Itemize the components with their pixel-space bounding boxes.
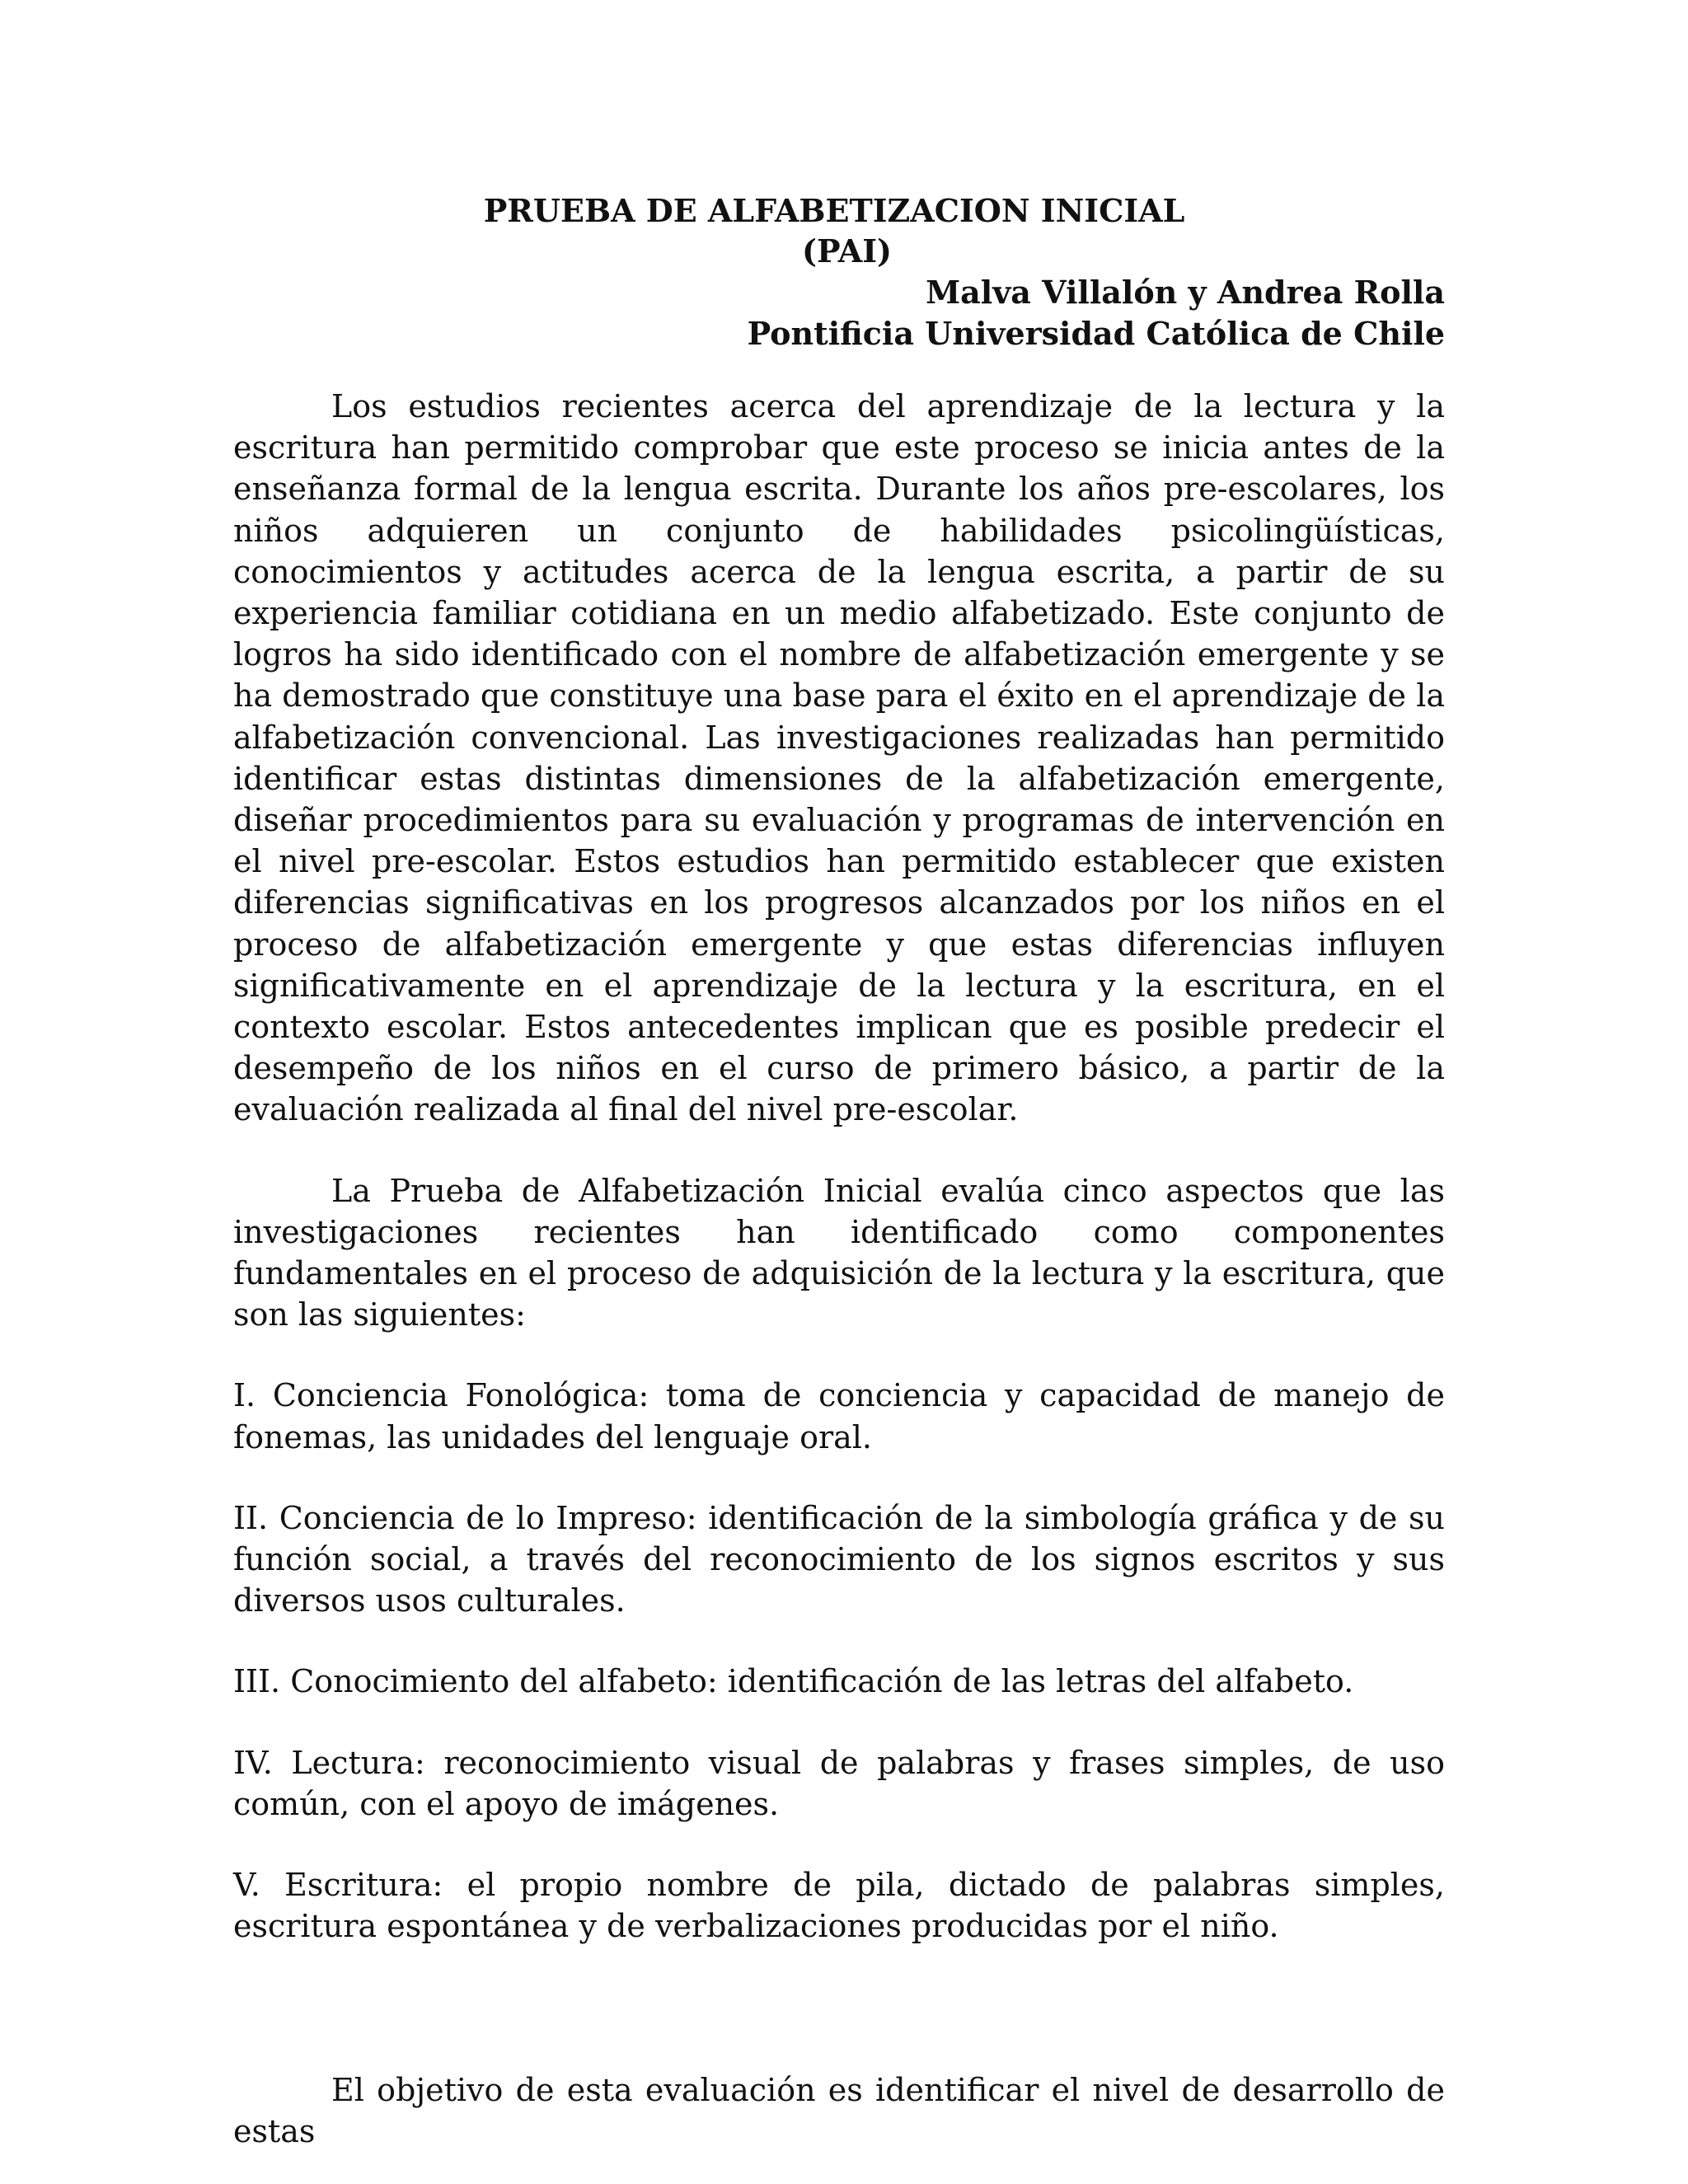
paragraph-objective: El objetivo de esta evaluación es identificar el nivel de desarrollo de estas (233, 2071, 1445, 2149)
document-institution: Pontificia Universidad Católica de Chile (747, 315, 1445, 352)
list-item-phonological: I. Conciencia Fonológica: toma de conciencia y capacidad de manejo de fonemas, las unidades del lenguaje oral. (233, 1377, 1445, 1455)
spacer (233, 1703, 1445, 1742)
spacer (233, 1458, 1445, 1497)
document-page (233, 191, 1445, 2152)
spacer (233, 1335, 1445, 1375)
paragraph-intro: Los estudios recientes acerca del aprendizaje de la lectura y la escritura han permitido comprobar que este proceso se inicia antes de la enseñanza formal de la lengua escrita. Durante los años pre-escolares, los niños adquieren un conjunto de habilidades psicolingüísticas, conocimientos y actitudes acerca de la lengua escrita, a partir de su experiencia familiar cotidiana en un medio alfabetizado. Este conjunto de logros ha sido identificado con el nombre de alfabetización emergente y se ha demostrado que constituye una base para el éxito en el aprendizaje de la alfabetización convencional. Las investigaciones realizadas han permitido identificar estas distintas dimensiones de la alfabetización emergente, diseñar procedimientos para su evaluación y programas de intervención en el nivel pre-escolar. Estos estudios han permitido establecer que existen diferencias significativas en los progresos alcanzados por los niños en el proceso de alfabetización emergente y que estas diferencias influyen significativamente en el aprendizaje de la lectura y la escritura, en el contexto escolar. Estos antecedentes implican que es posible predecir el desempeño de los niños en el curso de primero básico, a partir de la evaluación realizada al final del nivel pre-escolar. (233, 388, 1445, 1128)
document-title: PRUEBA DE ALFABETIZACION INICIAL (483, 192, 1185, 229)
list-item-print-awareness: II. Conciencia de lo Impreso: identificación de la simbología gráfica y de su función social, a través del reconocimiento de los signos escritos y sus diversos usos culturales. (233, 1499, 1445, 1619)
spacer (233, 1621, 1445, 1661)
document-subtitle: (PAI) (802, 232, 893, 269)
list-item-reading: IV. Lectura: reconocimiento visual de palabras y frases simples, de uso común, con el apoyo de imágenes. (233, 1744, 1445, 1822)
spacer (233, 1825, 1445, 1864)
paragraph-aspects: La Prueba de Alfabetización Inicial evalúa cinco aspectos que las investigaciones recientes han identificado como componentes fundamentales en el proceso de adquisición de la lectura y la escritura, que son las siguientes: (233, 1172, 1445, 1333)
spacer (233, 354, 1445, 386)
spacer (233, 2030, 1445, 2069)
list-item-writing: V. Escritura: el propio nombre de pila, dictado de palabras simples, escritura espontánea y de verbalizaciones producidas por el niño. (233, 1867, 1445, 1945)
spacer (233, 1131, 1445, 1170)
list-item-alphabet: III. Conocimiento del alfabeto: identificación de las letras del alfabeto. (233, 1663, 1354, 1700)
spacer (233, 1947, 1445, 2030)
document-authors: Malva Villalón y Andrea Rolla (926, 274, 1445, 311)
